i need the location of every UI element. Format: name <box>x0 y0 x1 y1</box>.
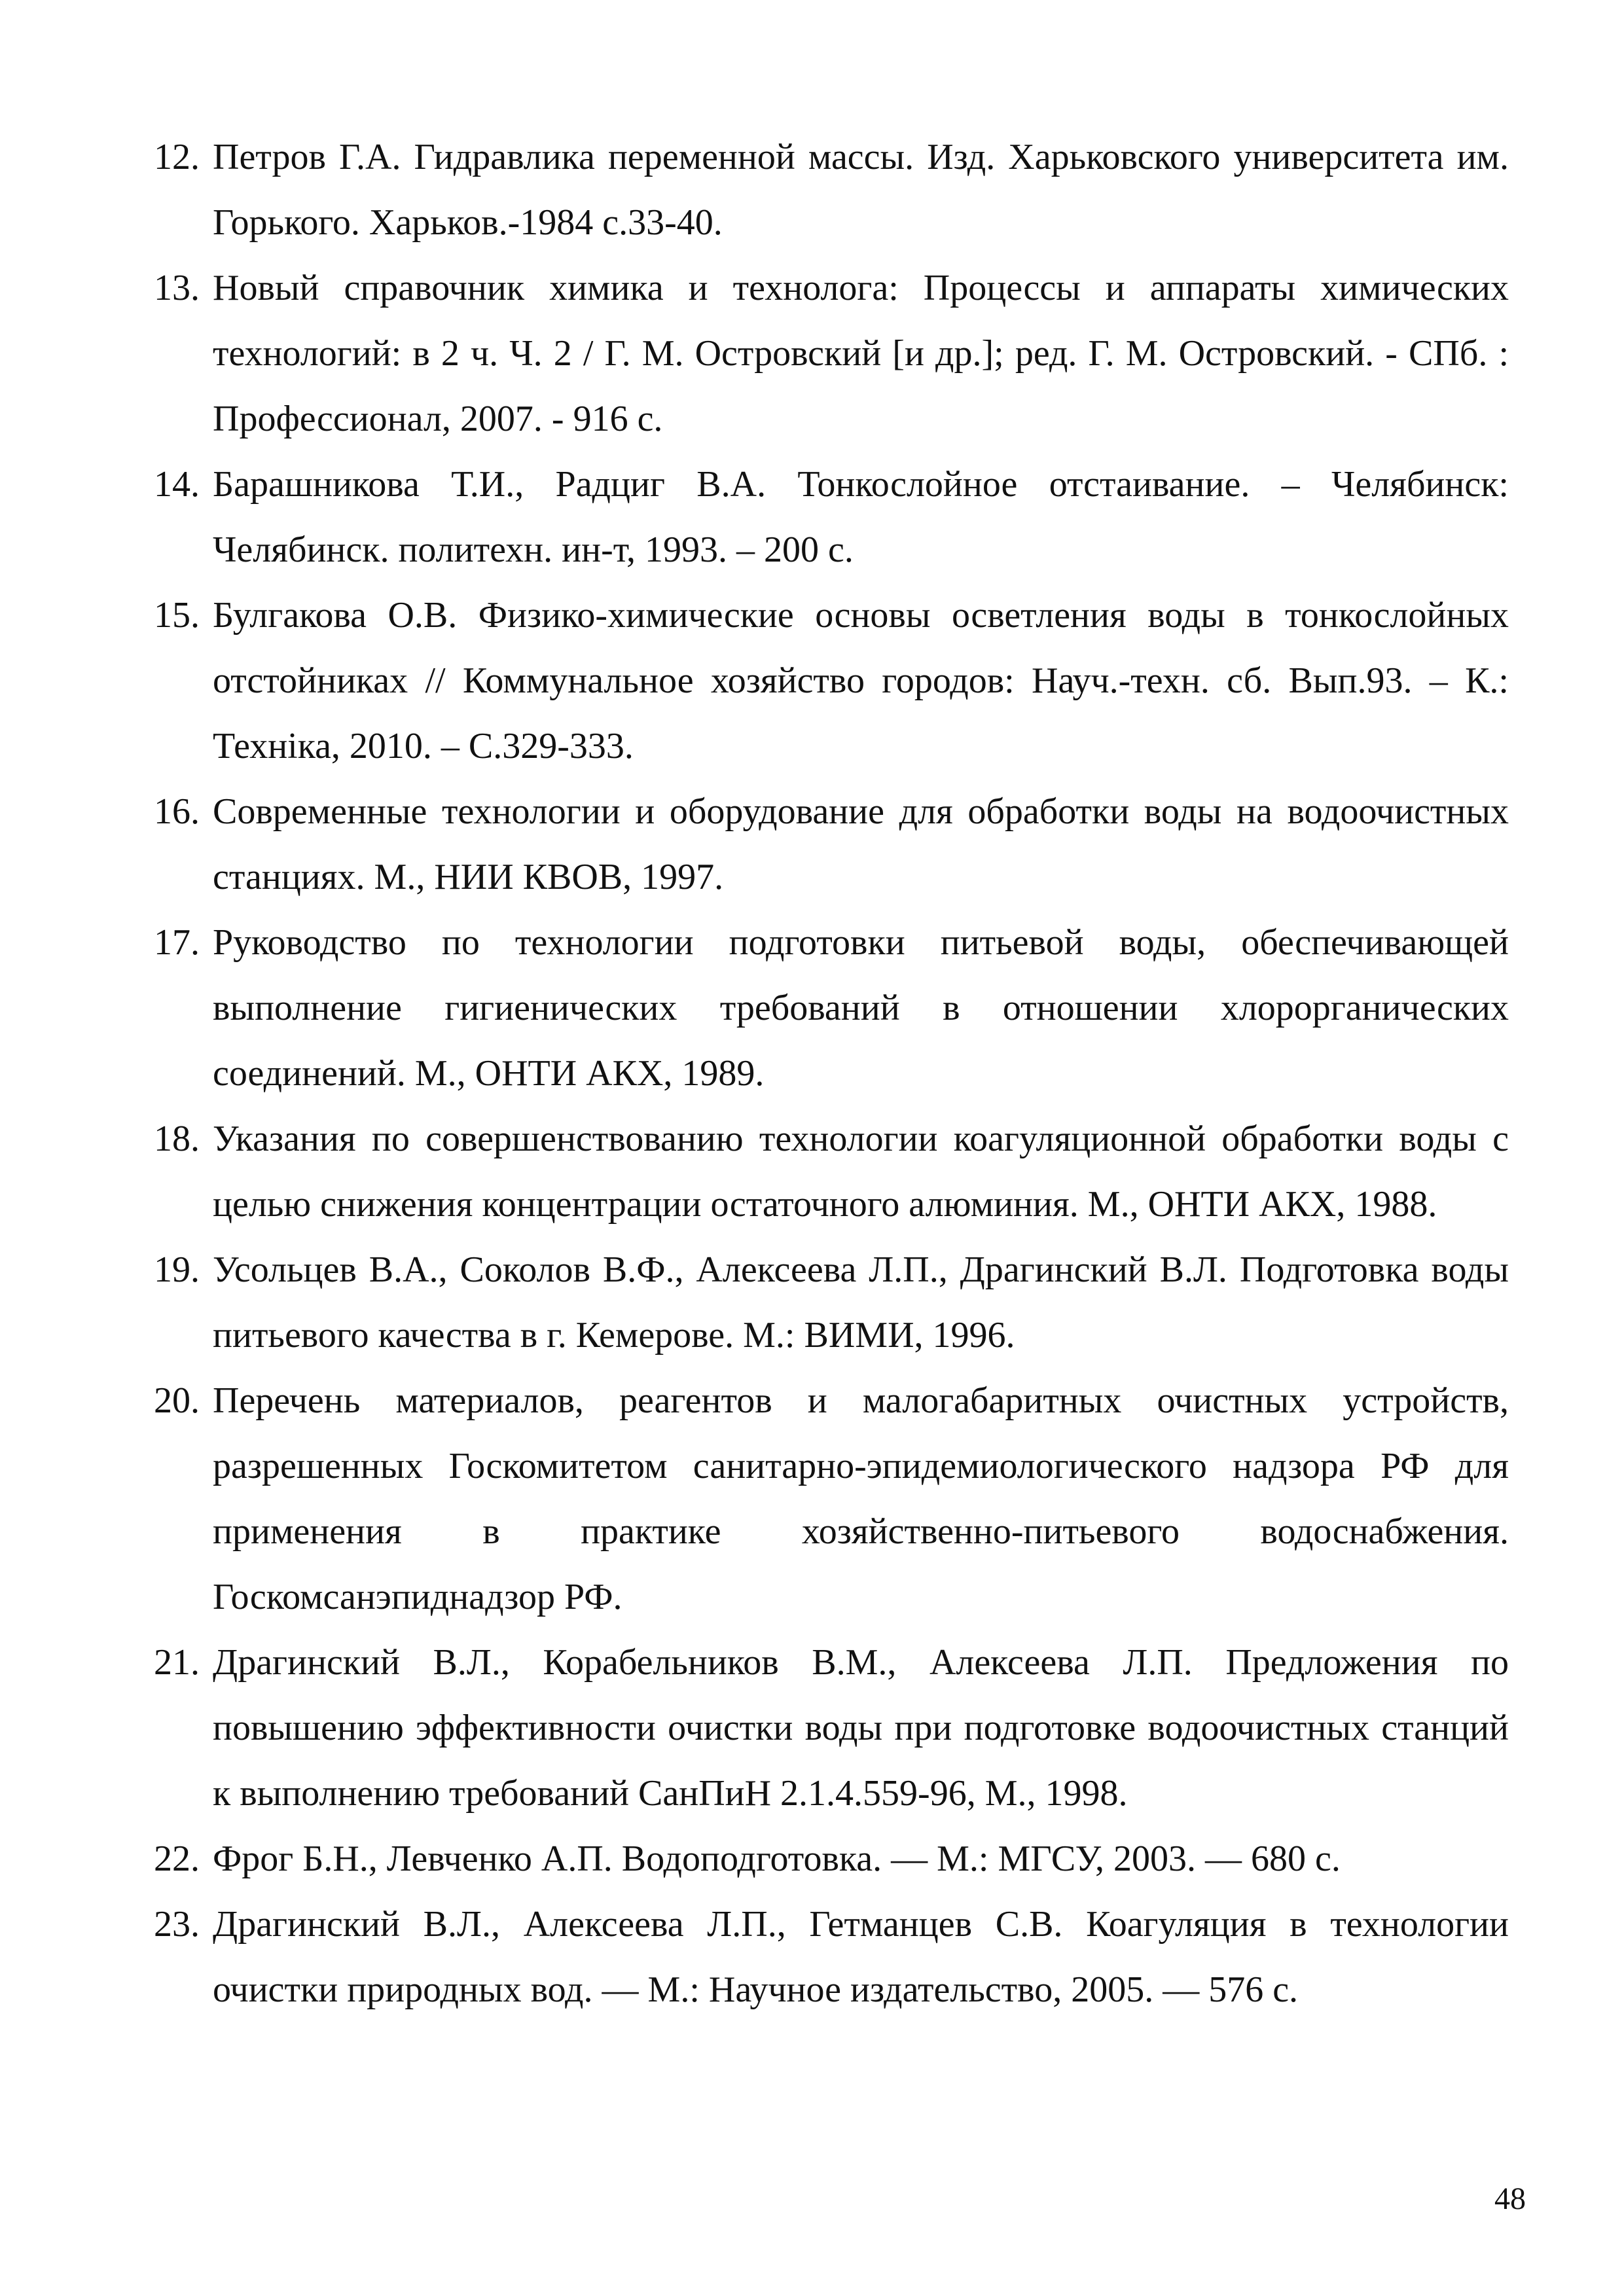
reference-number: 12. <box>154 137 200 177</box>
reference-text: Драгинский В.Л., Алексеева Л.П., Гетманцев С.В. Коагуляция в технологии очистки природных вод. — М.: Научное издательство, 2005. — 576 с. <box>213 1904 1509 2010</box>
reference-number: 21. <box>154 1642 200 1683</box>
reference-text: Драгинский В.Л., Корабельников В.М., Алексеева Л.П. Предложения по повышению эффективности очистки воды при подготовке водоочистных станций к выполнению требований СанПиН 2.1.4.559-96, М., 1998. <box>213 1642 1509 1814</box>
reference-text: Фрог Б.Н., Левченко А.П. Водоподготовка. — М.: МГСУ, 2003. — 680 с. <box>213 1839 1341 1879</box>
reference-list <box>154 124 1509 2022</box>
reference-item <box>154 1237 1509 1368</box>
reference-item <box>154 452 1509 583</box>
reference-number: 13. <box>154 268 200 308</box>
reference-text: Современные технологии и оборудование для обработки воды на водоочистных станциях. М., НИИ КВОВ, 1997. <box>213 791 1509 897</box>
reference-item <box>154 1826 1509 1892</box>
page-number: 48 <box>1494 2181 1526 2216</box>
reference-text: Новый справочник химика и технолога: Процессы и аппараты химических технологий: в 2 ч. Ч. 2 / Г. М. Островский [и др.]; ред. Г. М. Островский. - СПб. : Профессионал, 2007. - 916 с. <box>213 268 1509 439</box>
reference-number: 18. <box>154 1119 200 1159</box>
reference-item <box>154 583 1509 779</box>
reference-text: Усольцев В.А., Соколов В.Ф., Алексеева Л.П., Драгинский В.Л. Подготовка воды питьевого качества в г. Кемерове. М.: ВИМИ, 1996. <box>213 1249 1509 1355</box>
reference-number: 17. <box>154 922 200 963</box>
reference-number: 22. <box>154 1839 200 1879</box>
reference-number: 19. <box>154 1249 200 1290</box>
reference-item <box>154 124 1509 255</box>
reference-item <box>154 779 1509 910</box>
reference-item <box>154 910 1509 1106</box>
reference-item <box>154 1630 1509 1826</box>
reference-item <box>154 1892 1509 2022</box>
reference-number: 14. <box>154 464 200 505</box>
reference-text: Барашникова Т.И., Радциг В.А. Тонкослойное отстаивание. – Челябинск: Челябинск. политехн. ин-т, 1993. – 200 с. <box>213 464 1509 570</box>
reference-text: Перечень материалов, реагентов и малогабаритных очистных устройств, разрешенных Госкомитетом санитарно-эпидемиологического надзора РФ для применения в практике хозяйственно-питьевого водоснабжения. Госкомсанэпиднадзор РФ. <box>213 1380 1509 1617</box>
reference-text: Указания по совершенствованию технологии коагуляционной обработки воды с целью снижения концентрации остаточного алюминия. М., ОНТИ АКХ, 1988. <box>213 1119 1509 1225</box>
reference-number: 15. <box>154 595 200 636</box>
reference-number: 20. <box>154 1380 200 1421</box>
reference-item <box>154 1106 1509 1237</box>
reference-number: 23. <box>154 1904 200 1945</box>
reference-text: Руководство по технологии подготовки питьевой воды, обеспечивающей выполнение гигиенических требований в отношении хлорорганических соединений. М., ОНТИ АКХ, 1989. <box>213 922 1509 1094</box>
reference-text: Петров Г.А. Гидравлика переменной массы. Изд. Харьковского университета им. Горького. Харьков.-1984 с.33-40. <box>213 137 1509 243</box>
reference-item <box>154 1368 1509 1630</box>
reference-text: Булгакова О.В. Физико-химические основы осветления воды в тонкослойных отстойниках // Коммунальное хозяйство городов: Науч.-техн. сб. Вып.93. – К.: Техніка, 2010. – С.329-333. <box>213 595 1509 766</box>
reference-number: 16. <box>154 791 200 832</box>
reference-item <box>154 255 1509 452</box>
